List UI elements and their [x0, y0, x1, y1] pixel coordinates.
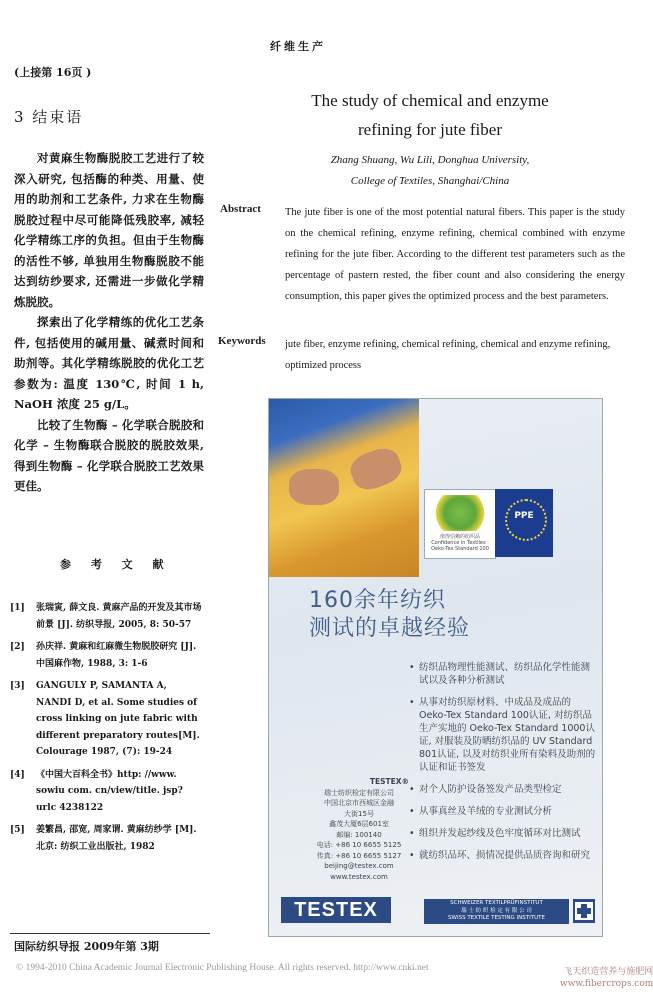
abstract-label: Abstract	[220, 203, 261, 215]
testex-logo: TESTEX	[281, 897, 391, 923]
service-item: • 组织并发起纱线及色牢度循环对比测试	[409, 827, 599, 840]
institute-banner	[424, 899, 569, 924]
service-item: • 纺织品物理性能测试、纺织品化学性能测试以及各种分析测试	[409, 661, 599, 687]
contact-postcode: 邮编: 100140	[336, 830, 382, 839]
continued-from-note: (上接第 16页 )	[14, 66, 92, 79]
reference-number: [3]	[10, 681, 25, 691]
keywords-text: jute fiber, enzyme refining, chemical refining, chemical and enzyme refining, optimized process	[285, 339, 611, 371]
ad-headline-line: 测试的卓越经验	[309, 616, 471, 641]
testex-advertisement	[268, 398, 603, 937]
conclusion-paragraph: 比较了生物酶 – 化学联合脱胶和化学 – 生物酶联合脱胶的脱胶效果, 得到生物酶 – 化学联合脱胶工艺效果更佳。	[14, 417, 204, 493]
english-title-line: refining for jute fiber	[358, 120, 502, 139]
ppe-logo	[495, 489, 553, 557]
journal-issue: 国际纺织导报 2009年第 3期	[14, 940, 159, 953]
contact-block	[309, 777, 409, 882]
copyright-notice: © 1994-2010 China Academic Journal Electronic Publishing House. All rights reserved. http://www.cnki.net	[16, 963, 429, 973]
reference-text: 张瑞寅, 薛文良. 黄麻产品的开发及其市场前景 [J]. 纺织导报, 2005, 8: 50-57	[36, 603, 202, 630]
service-item: • 就纺织品环、损情况提供品质咨询和研究	[409, 849, 599, 862]
reference-number: [4]	[10, 769, 25, 780]
authors	[220, 150, 640, 192]
swiss-cross-icon	[575, 902, 593, 920]
reference-number: [2]	[10, 642, 25, 652]
abstract-text: The jute fiber is one of the most potential natural fibers. This paper is the study on the chemical refining, enzyme refining, chemical combined with enzyme refining for the jute fiber. According to the different test parameters such as the percentage of pastern rested, the fiber count and also considering the energy consumption, this paper gives the optimized process and the best parameters.	[285, 207, 625, 302]
hand-icon	[289, 469, 339, 505]
authors-line: College of Textiles, Shanghai/China	[350, 175, 510, 187]
institute-name-en: SWISS TEXTILE TESTING INSTITUTE	[448, 915, 545, 921]
reference-text: 《中国大百科全书》http: //www. sowiu com. cn/view/title. jsp? urlc 4238122	[36, 769, 183, 813]
contact-company: 瑞士纺织检定有限公司	[324, 788, 394, 797]
contact-fax: 传真: +86 10 6655 5127	[316, 851, 402, 860]
institute-name-cn: 瑞 士 纺 织 检 定 有 限 公 司	[461, 907, 532, 914]
ppe-label: PPE	[514, 511, 534, 521]
running-head: 纤维生产	[270, 40, 326, 53]
watermark-name: 飞天织造营养与施肥网	[563, 967, 653, 977]
conclusion-body	[14, 148, 204, 497]
service-item: • 从事真丝及羊绒的专业测试分析	[409, 805, 599, 818]
footer-divider	[10, 933, 210, 934]
conclusion-paragraph: 对黄麻生物酶脱胶工艺进行了较深入研究, 包括酶的种类、用量、使用的助剂和工艺条件, 力求在生物酶脱胶过程中尽可能降低残胶率, 减轻化学精练工序的负担。但由于生物酶的活性不够, 单独用生物酶脱胶不能达到纺纱要求, 还需进一步做化学精炼脱胶。	[14, 151, 204, 309]
reference-item	[10, 600, 205, 633]
reference-number: [5]	[10, 825, 25, 835]
keywords-label: Keywords	[218, 335, 266, 347]
ad-photo-fabric	[269, 399, 419, 577]
reference-text: 孙庆祥. 黄麻和红麻微生物脱胶研究 [J]. 中国麻作物, 1988, 3: 1-6	[36, 642, 197, 669]
english-title-line: The study of chemical and enzyme	[311, 91, 549, 110]
ad-headline-line: 160余年纺织	[309, 588, 446, 613]
oeko-tex-emblem-icon	[431, 495, 489, 531]
reference-item	[10, 678, 205, 761]
conclusion-paragraph: 探索出了化学精练的优化工艺条件, 包括使用的碱用量、碱煮时间和助剂等。其化学精练脱胶的优化工艺参数为: 温度 130℃, 时间 1 h, NaOH 浓度 25 g/L。	[14, 315, 204, 411]
contact-address: 中国北京市西城区金融	[324, 799, 394, 807]
watermark-url: www.fibercrops.com	[560, 979, 653, 989]
swiss-flag-icon	[573, 899, 595, 923]
english-title	[220, 86, 640, 144]
oeko-tex-caption: 值得信赖的纺织品 Confidence in Textiles · Oeko-Tex Standard 100	[431, 534, 489, 552]
service-item: • 对个人防护设备签发产品类型检定	[409, 783, 599, 796]
ad-headline	[309, 587, 470, 643]
contact-address: 鑫茂大厦6层601室	[329, 820, 389, 828]
institute-name-de: SCHWEIZER TEXTILPRÜFINSTITUT	[450, 900, 543, 906]
reference-number: [1]	[10, 603, 25, 613]
contact-address: 大街15号	[344, 809, 374, 818]
contact-website: www.testex.com	[330, 872, 388, 881]
service-list	[409, 661, 599, 871]
contact-email: beijing@testex.com	[324, 862, 394, 870]
site-watermark	[560, 966, 653, 990]
reference-list	[10, 600, 205, 861]
contact-phone: 电话: +86 10 6655 5125	[316, 841, 402, 849]
reference-item	[10, 639, 205, 672]
hand-icon	[346, 444, 405, 495]
reference-text: GANGULY P, SAMANTA A, NANDI D, et al. Some studies of cross linking on jute fabric with different preparatory routes[M]. Colourage 1987, (7): 19-24	[36, 681, 200, 757]
service-item: • 从事对纺织原材料、中成品及成品的 Oeko-Tex Standard 100认证, 对纺织品生产实地的 Oeko-Tex Standard 1000认证, 对服装及防晒纺织品的 UV Standard 801认证, 以及对纺织业所有染料及助剂的认证和证书签发	[409, 696, 599, 774]
oeko-tex-logo	[424, 489, 496, 559]
contact-brand: TESTEX®	[369, 777, 409, 786]
reference-item	[10, 767, 205, 817]
references-heading: 参 考 文 献	[60, 558, 172, 571]
section-heading: 3 结束语	[14, 108, 84, 126]
authors-line: Zhang Shuang, Wu Lili, Donghua University,	[330, 154, 530, 166]
reference-text: 姜繁昌, 邵宽, 周家谓. 黄麻纺纱学 [M]. 北京: 纺织工业出版社, 1982	[36, 825, 197, 852]
reference-item	[10, 822, 205, 855]
